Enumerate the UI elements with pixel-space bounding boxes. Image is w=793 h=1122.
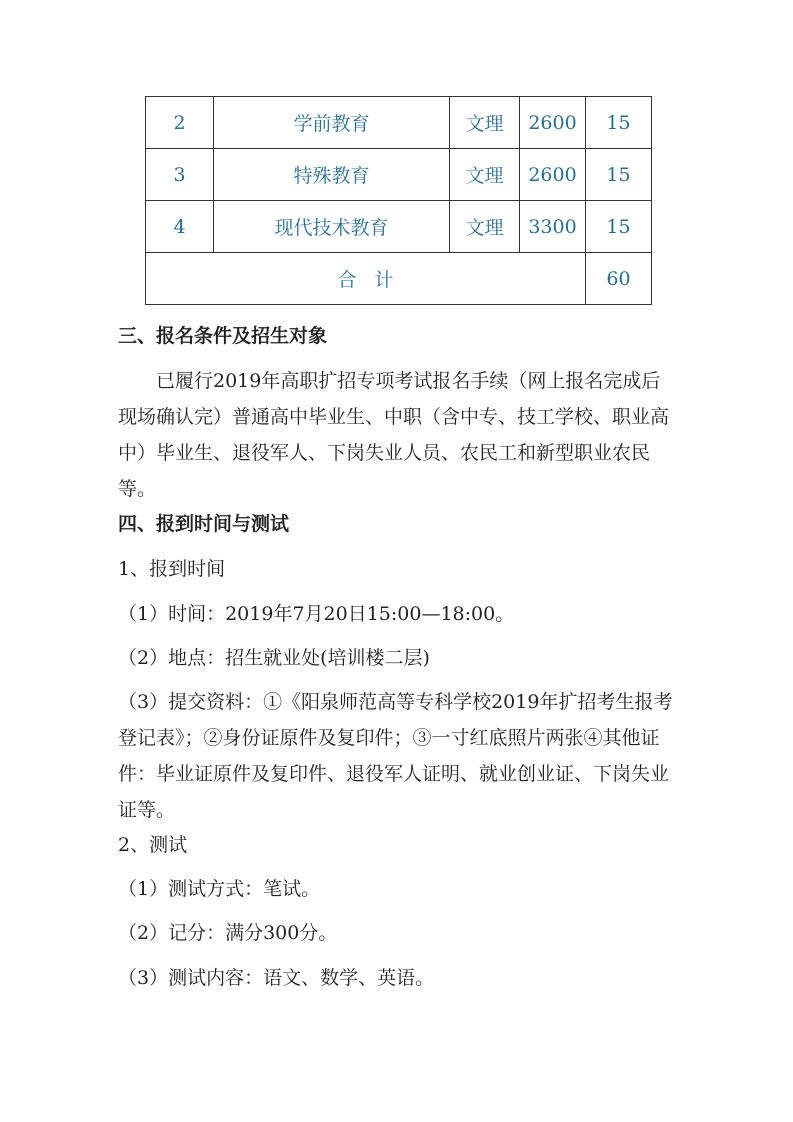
subject-category: 文理 <box>450 149 520 201</box>
subsection-registration-time: 1、报到时间 <box>118 558 226 580</box>
test-method-item: （1）测试方式：笔试。 <box>118 878 321 900</box>
test-content-item: （3）测试内容：语文、数学、英语。 <box>118 967 435 989</box>
major-name: 现代技术教育 <box>214 201 450 253</box>
table-row <box>146 97 652 149</box>
subsection-test: 2、测试 <box>118 834 188 856</box>
section-4-heading: 四、报到时间与测试 <box>118 513 290 535</box>
row-number: 2 <box>146 97 214 149</box>
total-row <box>146 253 652 305</box>
table-row <box>146 201 652 253</box>
major-name: 学前教育 <box>214 97 450 149</box>
enrollment-quota: 15 <box>586 149 652 201</box>
subject-category: 文理 <box>450 201 520 253</box>
registration-time-item: （1）时间：2019年7月20日15:00—18:00。 <box>118 603 515 625</box>
major-name: 特殊教育 <box>214 149 450 201</box>
section-3-heading: 三、报名条件及招生对象 <box>118 325 328 347</box>
quota-table-wrapper <box>145 96 652 305</box>
enrollment-quota: 15 <box>586 97 652 149</box>
table-row <box>146 149 652 201</box>
tuition-fee: 2600 <box>520 97 586 149</box>
total-value: 60 <box>586 253 652 305</box>
quota-table <box>145 96 652 305</box>
enrollment-quota: 15 <box>586 201 652 253</box>
section-3-paragraph: 已履行2019年高职扩招专项考试报名手续（网上报名完成后现场确认完）普通高中毕业生、中职（含中专、技工学校、职业高中）毕业生、退役军人、下岗失业人员、农民工和新型职业农民等。 <box>118 370 670 500</box>
subject-category: 文理 <box>450 97 520 149</box>
row-number: 3 <box>146 149 214 201</box>
registration-location-item: （2）地点：招生就业处(培训楼二层) <box>118 647 430 669</box>
submission-materials-item: （3）提交资料：①《阳泉师范高等专科学校2019年扩招考生报考登记表》；②身份证原件及复印件；③一寸红底照片两张④其他证件：毕业证原件及复印件、退役军人证明、就业创业证、下岗失业证等。 <box>118 691 673 821</box>
tuition-fee: 2600 <box>520 149 586 201</box>
test-score-item: （2）记分：满分300分。 <box>118 922 338 944</box>
row-number: 4 <box>146 201 214 253</box>
total-label: 合计 <box>146 253 586 305</box>
tuition-fee: 3300 <box>520 201 586 253</box>
